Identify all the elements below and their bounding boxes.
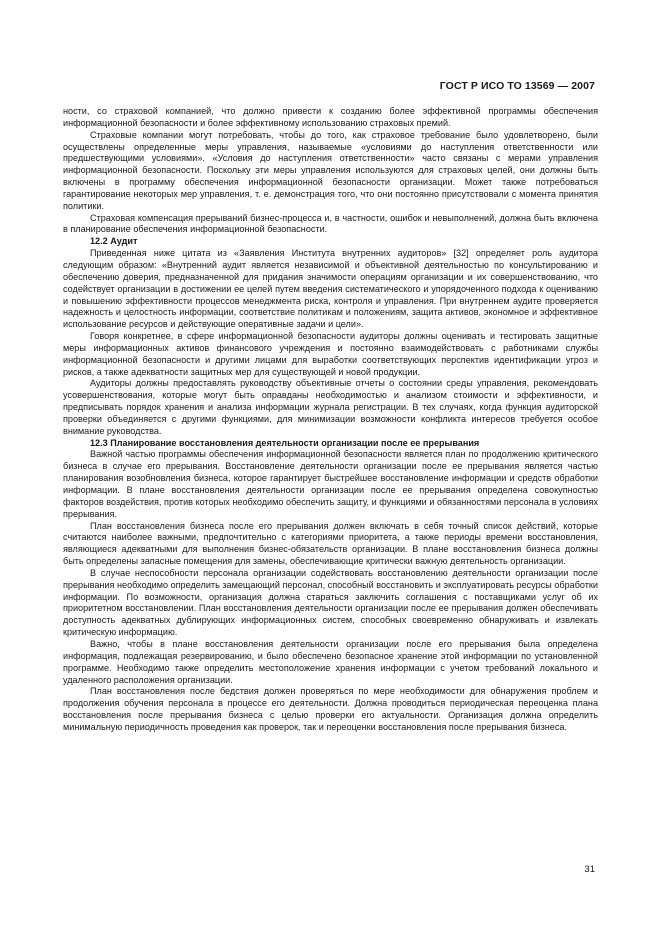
paragraph: В случае неспособности персонала организации содействовать восстановлению деятельности организации после прерывания необходимо определить замещающий персонал, способный восстановить и эксплуатировать ресурсы обработки информации. По возможности, организация должна стараться заключить соглашения с поставщиками услуг об их приоритетном восстановлении. План восстановления деятельности организации после ее прерывания должен обеспечивать доступность адекватных дублирующих информационных систем, способных своевременно обнаруживать и извлекать критическую информацию. bbox=[63, 567, 598, 638]
paragraph: Страховая компенсация прерываний бизнес-процесса и, в частности, ошибок и невыполнений, должна быть включена в планирование обеспечения информационной безопасности. bbox=[63, 212, 598, 235]
paragraph: Страховые компании могут потребовать, чтобы до того, как страховое требование было удовлетворено, были осуществлены определенные меры управления, называемые «условиями до наступления ответственности или предшествующими условиями». «Условия до наступления ответственности» часто связаны с мерами управления информационной безопасности. Поскольку эти меры управления используются для страховых целей, они должны быть включены в программу обеспечения информационной безопасности организации. Может также потребоваться гарантирование некоторых мер управления, т. е. демонстрация того, что они постоянно присутствовали с момента принятия политики. bbox=[63, 129, 598, 211]
paragraph: Важно, чтобы в плане восстановления деятельности организации после его прерывания была определена информация, подлежащая резервированию, и было обеспечено безопасное хранение этой информации по установленной программе. Необходимо также определить местоположение хранения информации с учетом требований локального и удаленного расположения организации. bbox=[63, 638, 598, 685]
paragraph: Важной частью программы обеспечения информационной безопасности является план по продолжению критического бизнеса в случае его прерывания. Восстановление деятельности организации после ее прерывания является частью планирования возобновления бизнеса, которое гарантирует быстрейшее восстановление информации и средств обработки информации. В плане восстановления деятельности организации после ее прерывания определена совокупностью факторов воздействия, против которых необходимо обеспечить защиту, и функциями и обязанностями персонала в условиях прерывания. bbox=[63, 449, 598, 519]
paragraph-continuation: ности, со страховой компанией, что должно привести к созданию более эффективной программы обеспечения информационной безопасности и более эффективному использованию страховых премий. bbox=[63, 106, 598, 128]
paragraph: Приведенная ниже цитата из «Заявления Института внутренних аудиторов» [32] определяет роль аудитора следующим образом: «Внутренний аудит является независимой и объективной деятельностью по консультированию и обеспечению доверия, предназначенной для придания значимости операциям организации и их совершенствованию, что содействует организации в достижении ее целей путем введения систематического и упорядоченного подхода к оцениванию и повышению эффективности процессов менеджмента риска, контроля и управления. При внутреннем аудите проверяется надежность и целостность информации, соответствие политикам и положениям, защита активов, экономное и эффективное использование ресурсов и действующие оперативные задачи и цели». bbox=[63, 248, 598, 330]
page-number: 31 bbox=[584, 864, 595, 875]
paragraph: Аудиторы должны предоставлять руководству объективные отчеты о состоянии среды управления, рекомендовать усовершенствования, которые могут быть оправданы необходимостью и анализом стоимости и эффективности, и предписывать порядок хранения и анализа информации журнала регистрации. В тех случаях, когда функция аудиторской проверки объединяется с другими функциями, для минимизации возможности конфликта интересов требуется особое внимание руководства. bbox=[63, 378, 598, 436]
section-heading-audit: 12.2 Аудит bbox=[90, 236, 138, 247]
paragraph: План восстановления бизнеса после его прерывания должен включать в себя точный список действий, которые считаются наиболее важными, предпочтительно с категориями приоритета, а также периоды времени восстановления, являющиеся адекватными для выполнения бизнес-обязательств организации. В плане восстановления бизнеса должны быть определены запасные помещения для замены, обеспечивающие критически важную деятельность организации. bbox=[63, 520, 598, 567]
document-body bbox=[63, 106, 598, 734]
paragraph: План восстановления после бедствия должен проверяться по мере необходимости для обнаружения проблем и продолжения обучения персонала в процессе его деятельности. Должна проводиться периодическая переоценка плана восстановления после прерывания бизнеса с целью проверки его актуальности. Организация должна определить минимальную периодичность проведения как проверок, так и переоценки восстановления после прерывания бизнеса. bbox=[63, 686, 598, 732]
section-heading-recovery: 12.3 Планирование восстановления деятельности организации после ее прерывания bbox=[90, 437, 480, 448]
document-header: ГОСТ Р ИСО ТО 13569 — 2007 bbox=[439, 80, 595, 92]
paragraph: Говоря конкретнее, в сфере информационной безопасности аудиторы должны оценивать и тестировать защитные меры информационных активов финансового учреждения и постоянно взаимодействовать с работниками службы информационной безопасности и другими лицами для выработки соответствующих перспектив идентификации угроз и рисков, а также адекватности защитных мер для существующей и новой продукции. bbox=[63, 331, 598, 377]
